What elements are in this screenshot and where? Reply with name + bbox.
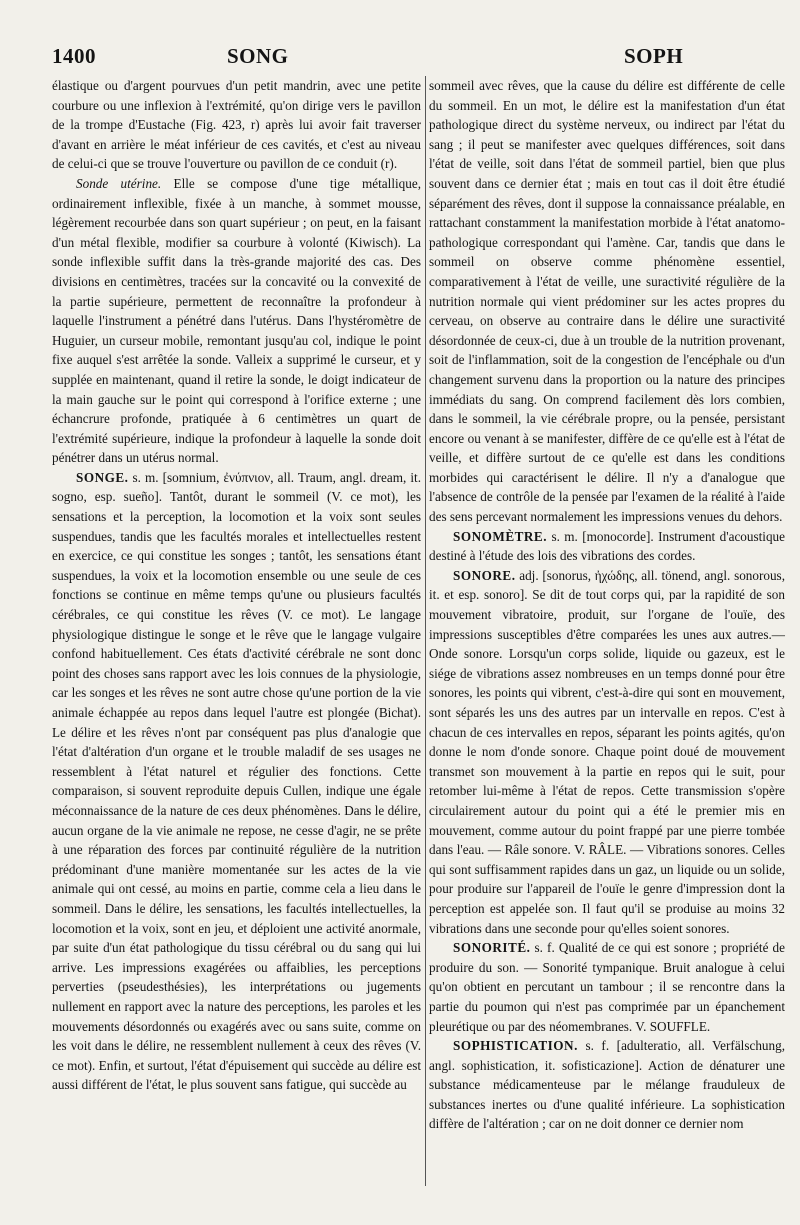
header-right-word: SOPH (624, 44, 684, 68)
paragraph-songe-continuation: sommeil avec rêves, que la cause du délire est différente de celle du sommeil. En un mot, le délire est la manifestation d'un état pathologique direct du système nerveux, ou indirect par l'état du sang ; il peut se manifester avec quelques différences, soit dans l'état de veille, soit dans l'état de sommeil partiel, bien que plus souvent dans ce dernier état ; mais en tout cas il doit être étudié séparément des rêves, dont il suppose la connaissance préalable, en rattachant constamment la manifestation morbide à l'état anatomo-pathologique correspondant qui l'amène. Car, tandis que dans le sommeil on observe comme phénomène essentiel, comparativement à l'état de veille, une suractivité régulière de la nutrition normale qui vient prédominer sur les actes propres du cerveau, on observe au contraire dans le délire une suractivité désordonnée de ceux-ci, due à un trouble de la nutrition provenant, soit de l'inflammation, soit de la congestion de l'encéphale ou d'un changement survenu dans la proportion ou la nature des principes immédiats du sang. On comprend facilement dès lors combien, dans le sommeil, la vie cérébrale propre, ou la pensée, persistant encore ou venant à se manifester, diffère de ce qu'elle est à l'état de veille, et diffère surtout de ce qu'elle est dans les conditions morbides qui caractérisent le délire. Il n'y a d'analogue que l'absence de contrôle de la pensée par l'examen de la réalité à l'aide des sens percevant normalement les impressions venues du dehors. (429, 78, 785, 525)
entry-subhead: Sonde utérine. (76, 175, 162, 191)
entry-headword: SONGE. (76, 469, 129, 485)
entry-body: s. f. Qualité de ce qui est sonore ; propriété de produire du son. — Sonorité tympanique. Bruit analogue à celui qu'on obtient en percutant un tambour ; il se rencontre dans la partie du poumon qui n'est pas comprimée par un épanchement pleurétique ou par des néomembranes. V. SOUFFLE. (429, 940, 785, 1034)
entry-songe (52, 468, 421, 1095)
entry-headword: SONORE. (453, 567, 516, 583)
right-column (429, 76, 785, 1134)
entry-sophistication (429, 1036, 785, 1134)
entry-headword: SONOMÈTRE. (453, 528, 548, 544)
entry-sonometre (429, 527, 785, 566)
header-left-word: SONG (227, 44, 289, 68)
entry-headword: SONORITÉ. (453, 940, 531, 956)
entry-body: s. m. [somnium, ἐνύπνιον, all. Traum, angl. dream, it. sogno, esp. sueño]. Tantôt, durant le sommeil (V. ce mot), les sensations et la perception, la locomotion et la voix sont seules suspendues, tandis que les facultés morales et intellectuelles restent en exercice, ce qui constitue les songes ; tantôt, les sensations étant suspendues, la voix et la locomotion ensemble ou une seule de ces fonctions se continue en même temps qu'une ou plusieurs facultés cérébrales, ce qui constitue les rêves (V. ce mot). Le langage physiologique distingue le songe et le rêve que le langage vulgaire confond habituellement. Ces états d'activité cérébrale ne sont donc point des choses sans rapport avec les lois connues de la physiologie, car les songes et les rêves ne sont autre chose qu'une portion de la vie animale échappée au repos dans lequel l'autre est plongée (Bichat). Le délire et les rêves n'ont par conséquent pas plus d'analogie que l'état d'altération d'un organe et le trouble maladif de ses usages ne ressemblent à l'état naturel et régulier des fonctions. Cette comparaison, si souvent reproduite depuis Cullen, indique une égale méconnaissance de la nature de ces deux phénomènes. Dans le délire, aucun organe de la vie animale ne repose, ne cesse d'agir, ne se prête à une réparation des forces par continuité régulière de la nutrition prédominant d'une manière momentanée sur les actes de la vie animale qui ont cessé, au moins en partie, comme cela a lieu dans le sommeil. Dans le délire, les sensations, les facultés intellectuelles, la locomotion et la voix, sont en jeu, et déploient une activité anormale, par suite d'un état pathologique du tissu cérébral ou du sang qui lui arrive. Les impressions exagérées ou affaiblies, les perceptions perverties (pseudesthésies), les interprétations ou jugements nullement en rapport avec la nature des perceptions, les paroles et les mouvements désordonnés ou exagérés avec ou sans suite, comme on les voit dans le délire, ne ressemblent nullement à ceux des rêves (V. ce mot). Enfin, et surtout, l'état d'épuisement qui succède au délire est aussi différent de l'état, le plus souvent sans fatigue, qui succède au (52, 469, 421, 1093)
paragraph-sonde-uterine (52, 174, 421, 468)
entry-body: Elle se compose d'une tige métallique, ordinairement inflexible, fixée à un manche, à sommet mousse, légèrement recourbée dans son quart supérieur ; on peut, en la faisant d'un métal flexible, modifier sa courbure à volonté (Kiwisch). La sonde inflexible suffit dans la très-grande majorité des cas. Des divisions en centimètres, tracées sur la concavité ou la convexité de la partie supérieure, permettent de reconnaître la profondeur à laquelle l'instrument a pénétré dans l'utérus. Dans l'hystéromètre de Huguier, un curseur mobile, remontant jusqu'au col, indique le point fixe auquel s'est arrêtée la sonde. Valleix a supprimé le curseur, et y supplée en maintenant, quand il retire la sonde, le doigt indicateur de la main gauche sur le point qui correspond à l'orifice externe ; une échancrure profonde, pratiquée à 6 centimètres un quart de l'extrémité supérieure, indique la profondeur à laquelle la sonde doit pénétrer dans un utérus normal. (52, 175, 421, 466)
entry-sonore (429, 566, 785, 938)
left-column (52, 76, 421, 1095)
entry-headword: SOPHISTICATION. (453, 1038, 578, 1054)
entry-body: s. m. [monocorde]. Instrument d'acoustique destiné à l'étude des lois des vibrations des cordes. (429, 528, 785, 564)
paragraph-trompe-continuation: élastique ou d'argent pourvues d'un petit mandrin, avec une petite courbure ou une inflexion à l'extrémité, qu'on dirige vers le pavillon de la trompe d'Eustache (Fig. 423, r) après lui avoir fait traverser d'avant en arrière le méat inférieur de ces cavités, et c'est au niveau de celui-ci que se trouve l'ouverture ou pavillon de ce conduit (r). (52, 78, 421, 172)
entry-body: adj. [sonorus, ἠχώδης, all. tönend, angl. sonorous, it. et esp. sonoro]. Se dit de tout corps qui, par la rapidité de son mouvement vibratoire, produit, sur l'organe de l'ouïe, des impressions susceptibles d'être comparées les unes aux autres.— Onde sonore. Lorsqu'un corps solide, liquide ou gazeux, est le siége de vibrations assez nombreuses en un temps donné pour être sonores, les points qui vibrent, c'est-à-dire qui sont en mouvement, sont séparés les uns des autres par un intervalle en repos. C'est à chacun de ces intervalles en repos, séparant les points agités, qu'on donne le nom d'onde sonore. Chaque point doué de mouvement transmet son mouvement à la partie en repos qui le suit, pour retomber lui-même à l'état de repos. Cette transmission s'opère circulairement autour du point qui a été le premier mis en mouvement, comme autour du point frappé par une pierre tombée dans l'eau. — Râle sonore. V. RÂLE. — Vibrations sonores. Celles qui sont suffisamment rapides dans un gaz, un liquide ou un solide, pour produire sur l'appareil de l'ouïe le genre d'impression dont la perception est appelée son. Il faut qu'il se produise au moins 32 vibrations dans une seconde pour qu'elles soient sonores. (429, 567, 785, 936)
entry-sonorite (429, 938, 785, 1036)
running-header (52, 44, 787, 74)
page-number: 1400 (52, 44, 96, 68)
entry-body: s. f. [adulteratio, all. Verfälschung, angl. sophistication, it. sofisticazione]. Action de dénaturer une substance médicamenteuse par le mélange frauduleux de substances inertes ou d'une qualité inférieure. La sophistication diffère de l'altération ; car on ne doit donner ce dernier nom (429, 1038, 785, 1132)
column-divider (425, 76, 426, 1186)
